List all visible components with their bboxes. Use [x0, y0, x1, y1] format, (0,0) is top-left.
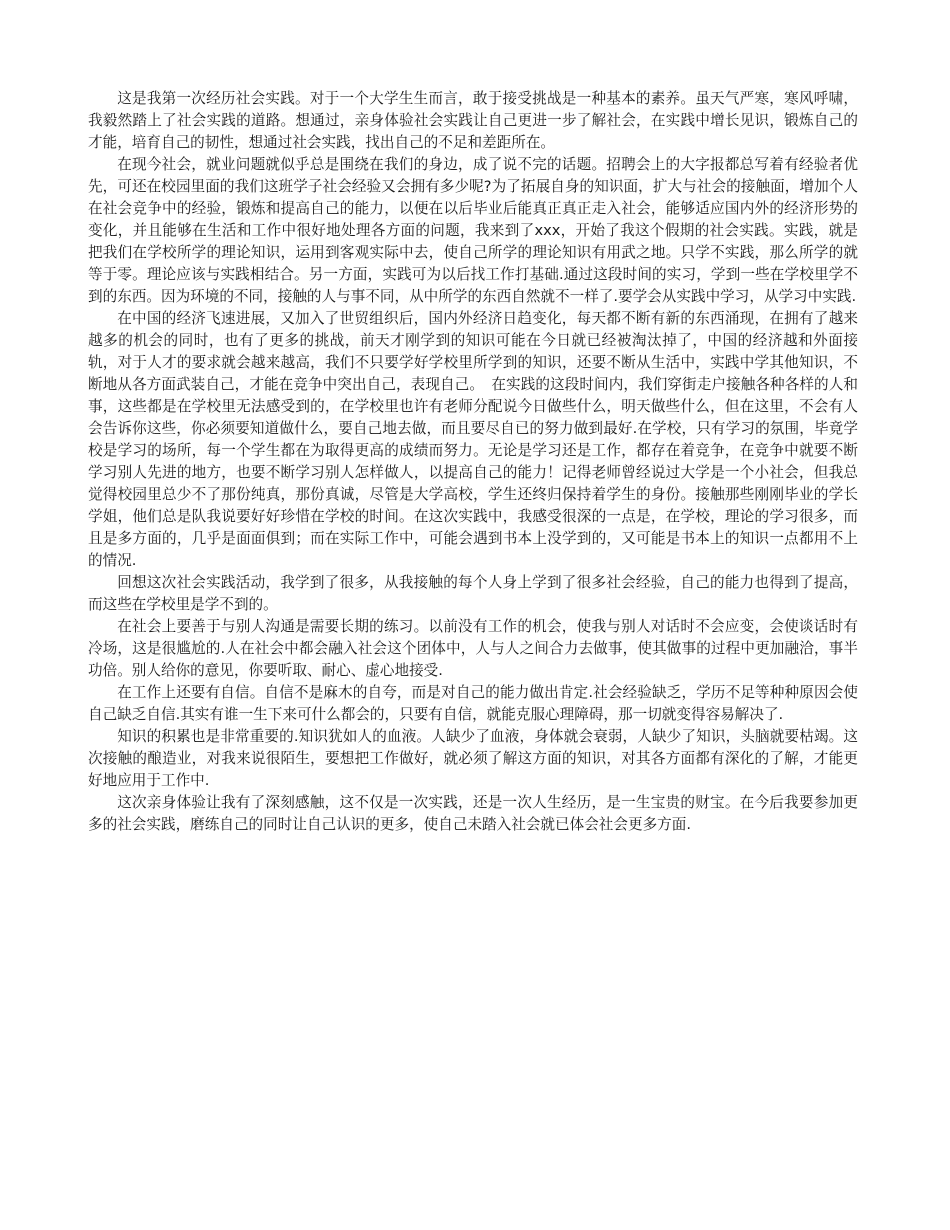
paragraph-2: 在现今社会，就业问题就似乎总是围绕在我们的身边，成了说不完的话题。招聘会上的大字报都总写着有经验者优先，可还在校园里面的我们这班学子社会经验又会拥有多少呢?为了拓展自身的知识面，扩大与社会的接触面，增加个人在社会竞争中的经验，锻炼和提高自己的能力，以便在以后毕业后能真正真正走入社会，能够适应国内外的经济形势的变化，并且能够在生活和工作中很好地处理各方面的问题，我来到了xxx，开始了我这个假期的社会实践。实践，就是把我们在学校所学的理论知识，运用到客观实际中去，使自己所学的理论知识有用武之地。只学不实践，那么所学的就等于零。理论应该与实践相结合。另一方面，实践可为以后找工作打基础.通过这段时间的实习，学到一些在学校里学不到的东西。因为环境的不同，接触的人与事不同，从中所学的东西自然就不一样了.要学会从实践中学习，从学习中实践. [88, 156, 858, 305]
paragraph-1: 这是我第一次经历社会实践。对于一个大学生生而言，敢于接受挑战是一种基本的素养。虽天气严寒，寒风呼啸，我毅然踏上了社会实践的道路。想通过，亲身体验社会实践让自己更进一步了解社会，在实践中增长见识，锻炼自己的才能，培育自己的韧性，想通过社会实践，找出自己的不足和差距所在。 [88, 90, 858, 151]
paragraph-6: 在工作上还要有自信。自信不是麻木的自夸，而是对自己的能力做出肯定.社会经验缺乏，学历不足等种种原因会使自己缺乏自信.其实有谁一生下来可什么都会的，只要有自信，就能克服心理障碍，那一切就变得容易解决了. [88, 684, 858, 723]
paragraph-8: 这次亲身体验让我有了深刻感触，这不仅是一次实践，还是一次人生经历，是一生宝贵的财宝。在今后我要参加更多的社会实践，磨练自己的同时让自己认识的更多，使自己未踏入社会就已体会社会更多方面. [88, 794, 858, 833]
document-page [88, 88, 858, 836]
paragraph-3: 在中国的经济飞速进展，又加入了世贸组织后，国内外经济日趋变化，每天都不断有新的东西涌现，在拥有了越来越多的机会的同时，也有了更多的挑战，前天才刚学到的知识可能在今日就已经被淘汰掉了，中国的经济越和外面接轨，对于人才的要求就会越来越高，我们不只要学好学校里所学到的知识，还要不断从生活中，实践中学其他知识，不断地从各方面武装自己，才能在竞争中突出自己，表现自己。 在实践的这段时间内，我们穿街走户接触各种各样的人和事，这些都是在学校里无法感受到的，在学校里也许有老师分配说今日做些什么，明天做些什么，但在这里，不会有人会告诉你这些，你必须要知道做什么，要自己地去做，而且要尽自已的努力做到最好.在学校，只有学习的氛围，毕竟学校是学习的场所，每一个学生都在为取得更高的成绩而努力。无论是学习还是工作，都存在着竞争，在竞争中就要不断学习别人先进的地方，也要不断学习别人怎样做人，以提高自己的能力！记得老师曾经说过大学是一个小社会，但我总觉得校园里总少不了那份纯真，那份真诚，尽管是大学高校，学生还终归保持着学生的身份。接触那些刚刚毕业的学长学姐，他们总是队我说要好好珍惜在学校的时间。在这次实践中，我感受很深的一点是，在学校，理论的学习很多，而且是多方面的，几乎是面面俱到；而在实际工作中，可能会遇到书本上没学到的，又可能是书本上的知识一点都用不上的情况. [88, 310, 858, 569]
paragraph-5: 在社会上要善于与别人沟通是需要长期的练习。以前没有工作的机会，使我与别人对话时不会应变，会使谈话时有冷场，这是很尴尬的.人在社会中都会融入社会这个团体中，人与人之间合力去做事，使其做事的过程中更加融洽，事半功倍。别人给你的意见，你要听取、耐心、虚心地接受. [88, 618, 858, 679]
paragraph-7: 知识的积累也是非常重要的.知识犹如人的血液。人缺少了血液，身体就会衰弱，人缺少了知识，头脑就要枯竭。这次接触的酿造业，对我来说很陌生，要想把工作做好，就必须了解这方面的知识，对其各方面都有深化的了解，才能更好地应用于工作中. [88, 728, 858, 789]
paragraph-4: 回想这次社会实践活动，我学到了很多，从我接触的每个人身上学到了很多社会经验，自己的能力也得到了提高，而这些在学校里是学不到的。 [88, 574, 858, 613]
